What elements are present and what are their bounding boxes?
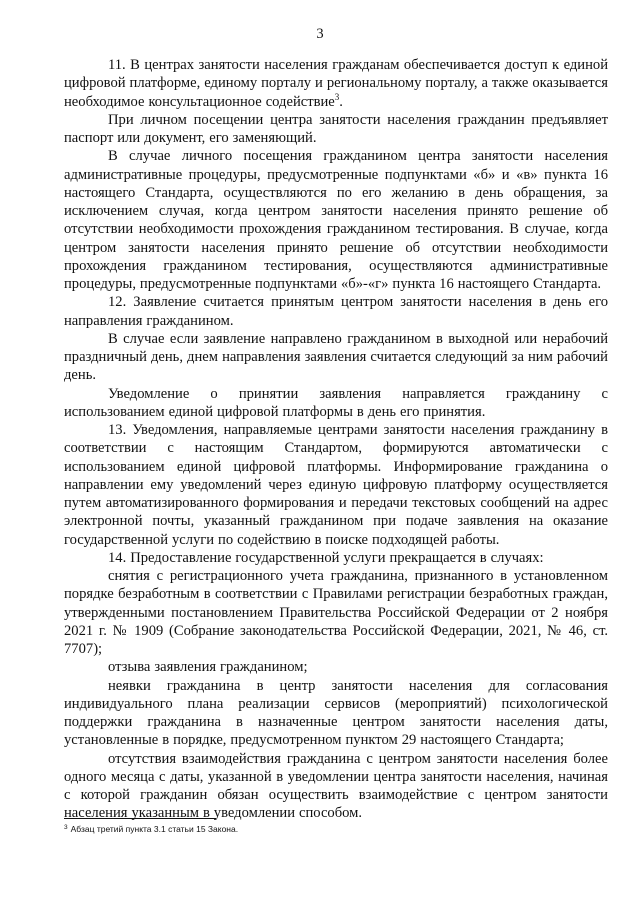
paragraph-passport: При личном посещении центра занятости населения гражданин предъявляет паспорт или документ, его заменяющий. [64, 111, 608, 146]
footnote-divider [64, 818, 216, 819]
list-item-no-interaction: отсутствия взаимодействия гражданина с центром занятости населения более одного месяца с даты, указанной в уведомлении центра занятости населения, начиная с которой гражданин обязан осуществить взаимодействие с центром занятости населения указанным в уведомлении способом. [64, 750, 608, 822]
paragraph-12: 12. Заявление считается принятым центром занятости населения в день его направления гражданином. [64, 294, 608, 329]
list-item-no-show: неявки гражданина в центр занятости населения для согласования индивидуального плана реализации сервисов (мероприятий) психологической поддержки гражданина в назначенные центром занятости населения даты, установленные в порядке, предусмотренном пунктом 29 настоящего Стандарта; [64, 677, 608, 749]
paragraph-14: 14. Предоставление государственной услуги прекращается в случаях: [108, 549, 544, 566]
paragraph-personal-visit: В случае личного посещения гражданином центра занятости населения административные процедуры, предусмотренные подпунктами «б» и «в» пункта 16 настоящего Стандарта, осуществляются по его желанию в день обращения, за исключением случая, когда центром занятости населения принято решение об отсутствии необходимости прохождения гражданином тестирования. В случае, когда центром занятости населения принято решение об отсутствии необходимости прохождения гражданином тестирования, осуществляются административные процедуры, предусмотренные подпунктами «б»-«г» пункта 16 настоящего Стандарта. [64, 148, 608, 292]
document-body [64, 56, 608, 823]
footnote-marker: 3 [64, 824, 68, 831]
page-number: 3 [316, 26, 324, 42]
list-item-withdrawal: отзыва заявления гражданином; [108, 659, 308, 676]
paragraph-tail: . [339, 93, 343, 110]
paragraph-holiday: В случае если заявление направлено гражданином в выходной или нерабочий праздничный день, днем направления заявления считается следующий за ним рабочий день. [64, 330, 608, 384]
footnote-reference: 3 [334, 91, 340, 102]
footnote [64, 824, 238, 835]
paragraph-text: 11. В центрах занятости населения гражданам обеспечивается доступ к единой цифровой платформе, единому порталу и региональному порталу, а также оказывается необходимое консультационное содействие [64, 57, 608, 110]
list-item-deregistration: снятия с регистрационного учета гражданина, признанного в установленном порядке безработным в соответствии с Правилами регистрации безработных граждан, утвержденными постановлением Правительства Российской Федерации от 2 ноября 2021 г. № 1909 (Собрание законодательства Российской Федерации, 2021, № 46, ст. 7707); [64, 568, 608, 657]
paragraph-11 [64, 56, 608, 111]
paragraph-notification: Уведомление о принятии заявления направляется гражданину с использованием единой цифровой платформы в день его принятия. [64, 385, 608, 420]
paragraph-13: 13. Уведомления, направляемые центрами занятости населения гражданину в соответствии с настоящим Стандартом, формируются автоматически с использованием единой цифровой платформы. Информирование гражданина о направлении ему уведомлений через единую цифровую платформу осуществляется путем автоматизированного формирования и передачи текстовых сообщений на адрес электронной почты, указанный гражданином при подаче заявления на оказание государственной услуги по содействию в поиске подходящей работы. [64, 422, 608, 548]
footnote-text: Абзац третий пункта 3.1 статьи 15 Закона. [70, 824, 239, 834]
